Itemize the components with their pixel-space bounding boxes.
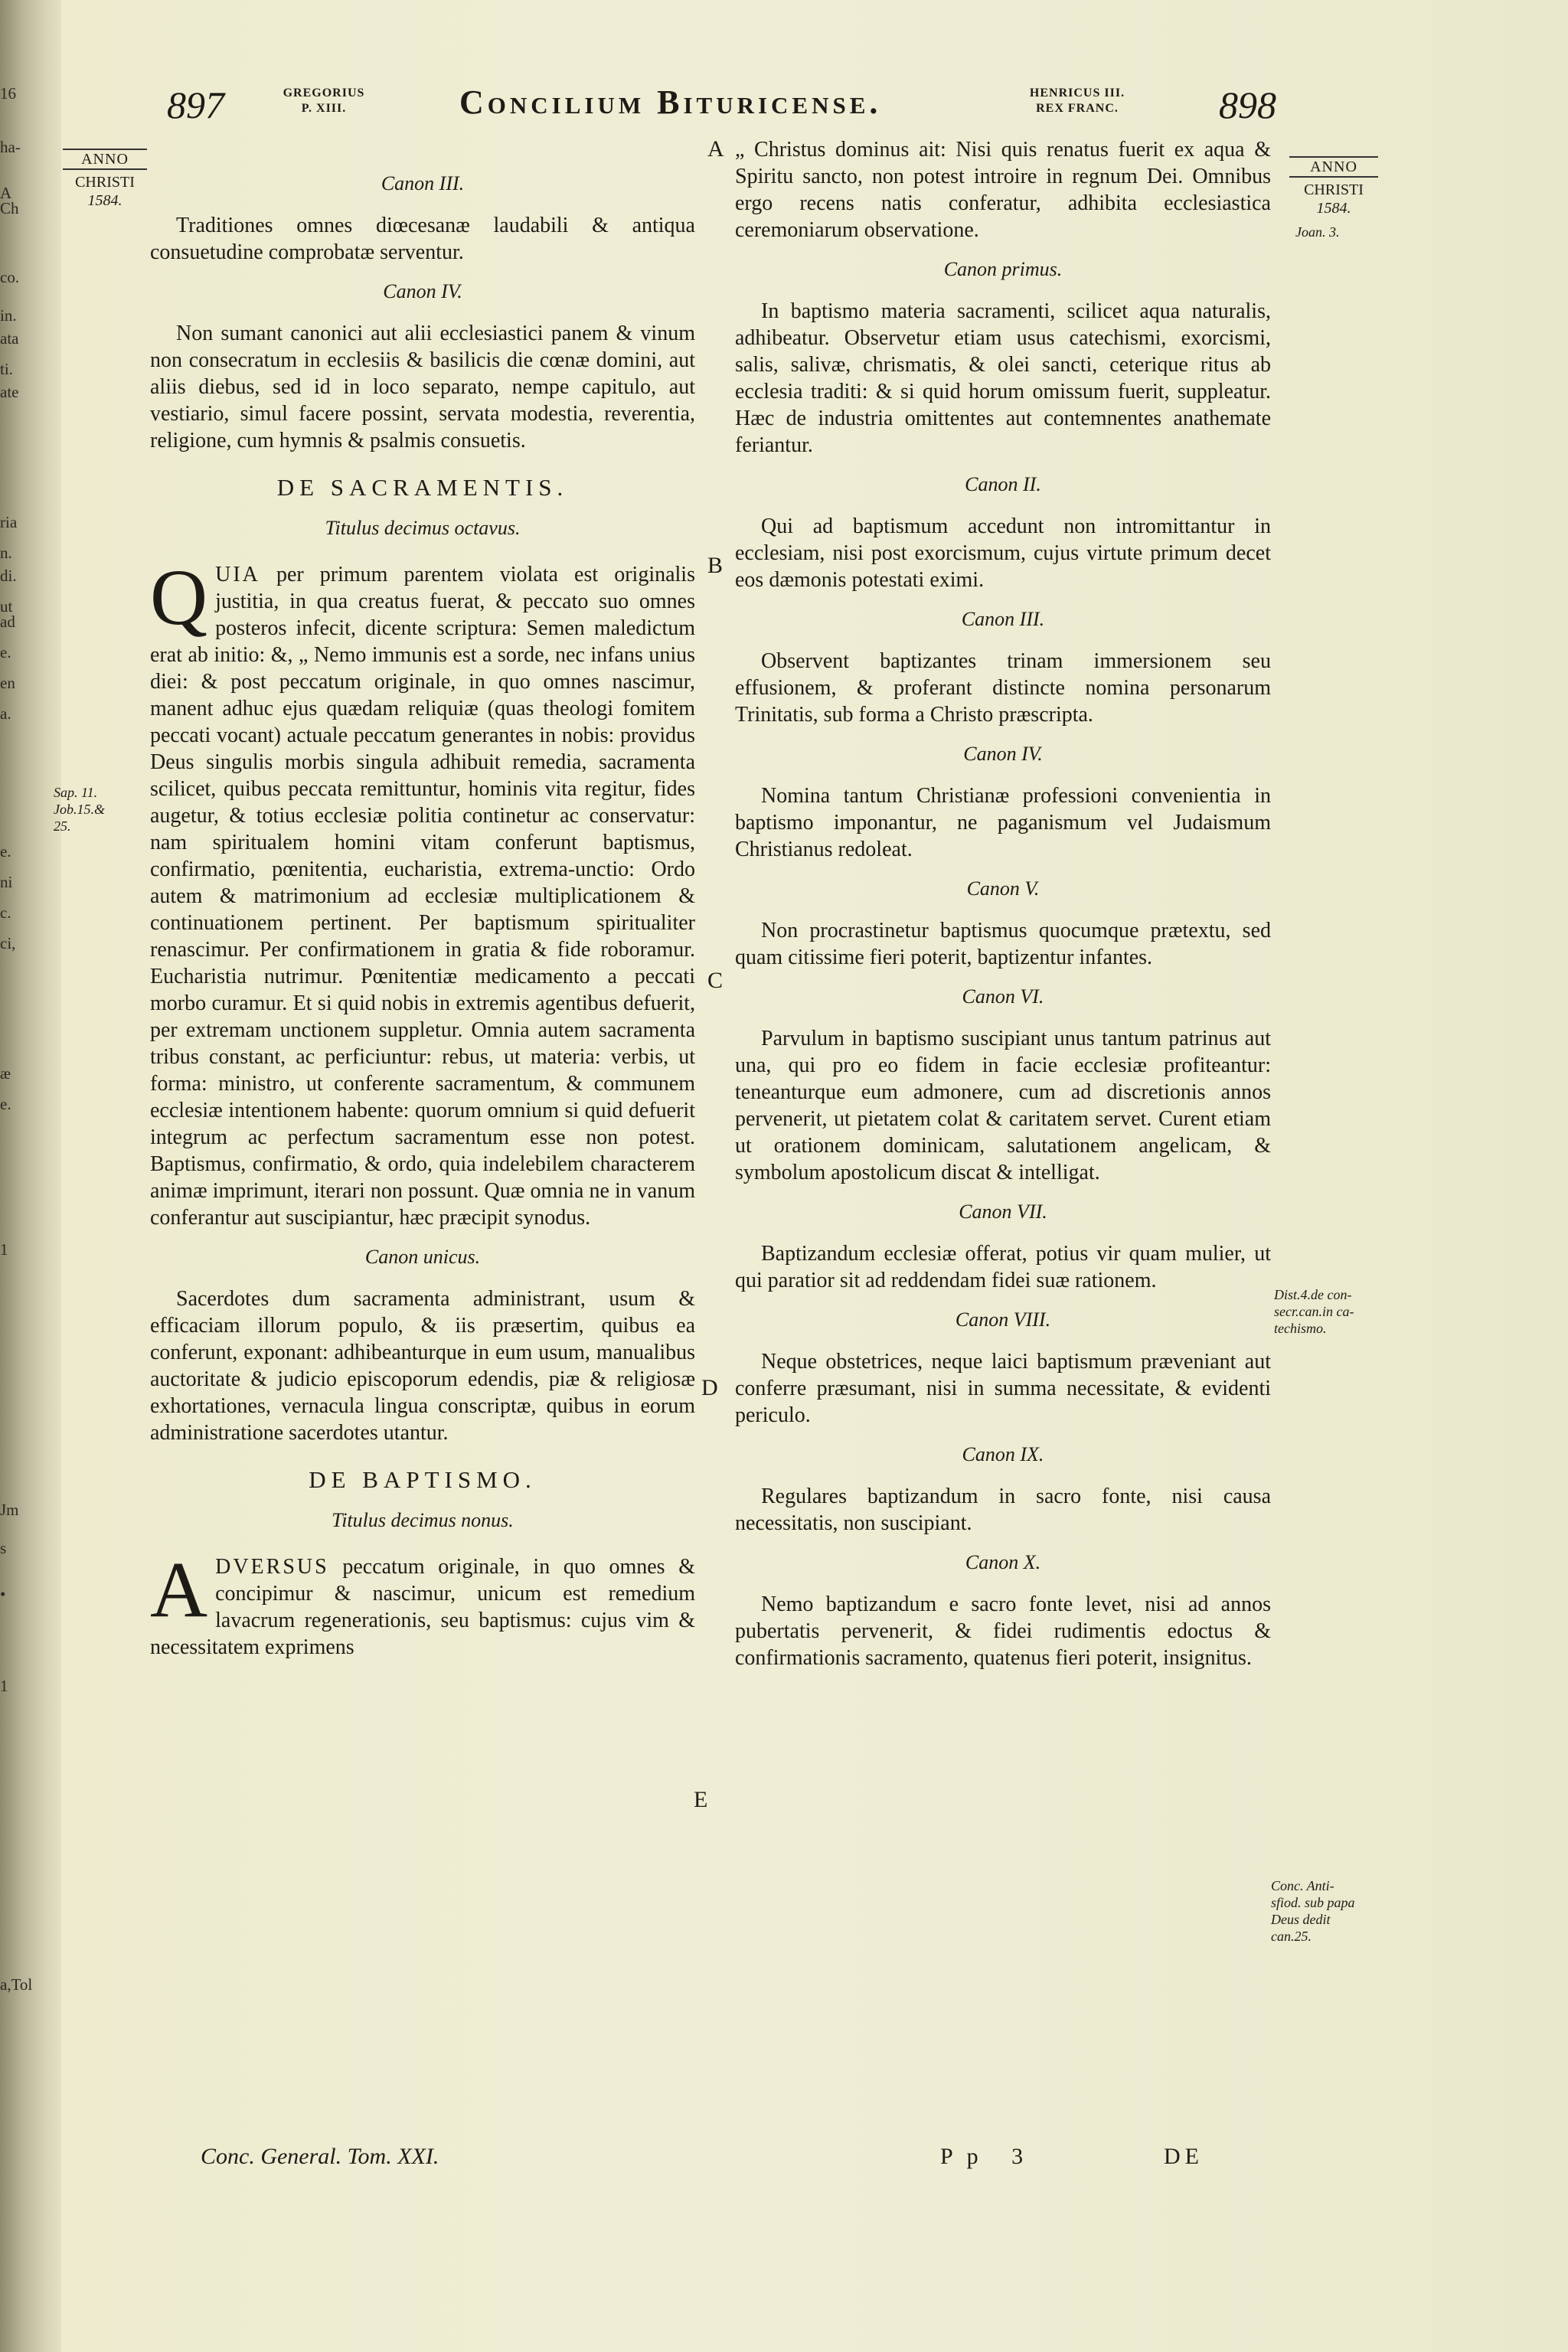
canon-heading: Canon III.	[381, 172, 465, 194]
drop-cap: Q	[150, 554, 208, 642]
edge-fragment: •	[0, 1585, 6, 1603]
canon-text: Regulares baptizandum in sacro fonte, nisi causa necessitatis, non suscipiant.	[735, 1485, 1271, 1535]
margin-note-line: Dist.4.de con-	[1274, 1287, 1352, 1302]
edge-fragment: ni	[0, 873, 13, 891]
binding-gutter	[0, 0, 61, 2352]
right-running-head	[1020, 86, 1135, 116]
edge-fragment: 16	[0, 84, 16, 103]
right-column	[735, 136, 1271, 1684]
canon-heading: Canon VI.	[962, 985, 1044, 1008]
edge-fragment: Ch	[0, 199, 19, 217]
drop-cap: A	[150, 1546, 208, 1634]
title-heading: Titulus decimus octavus.	[325, 517, 521, 539]
canon-text: Nemo baptizandum e sacro fonte levet, nisi ad annos pubertatis pervenerit, & fidei rudimentis edoctus & confirmationis sacramento, quatenus fieri poterit, insignitus.	[735, 1592, 1271, 1670]
anno-year: 1584.	[87, 192, 122, 209]
edge-fragment: ria	[0, 513, 18, 531]
margin-note-conc	[1271, 1877, 1378, 1945]
anno-label: ANNO	[1289, 156, 1378, 178]
canon-text: Traditiones omnes diœcesanæ laudabili & antiqua consuetudine comprobatæ serventur.	[150, 214, 695, 264]
canon-heading: Canon IV.	[963, 743, 1043, 765]
edge-fragment: æ	[0, 1064, 11, 1083]
edge-fragment: co.	[0, 268, 20, 286]
section-letter: D	[701, 1375, 718, 1400]
left-column	[150, 161, 695, 1673]
left-running-head	[282, 86, 366, 116]
running-head-line: GREGORIUS	[283, 87, 365, 100]
edge-fragment: ha-	[0, 138, 21, 156]
edge-fragment: A	[0, 184, 12, 202]
canon-heading: Canon primus.	[943, 258, 1063, 280]
anno-label: CHRISTI	[75, 174, 135, 191]
canon-text: Parvulum in baptismo suscipiant unus tantum patrinus aut una, qui pro eo fidem in facie ecclesiæ profiteantur: teneanturque eum admonere, cum ad discretionis annos pervenerit, ut pietatem colat & caritatem servet. Curent etiam ut orationem dominicam, salutationem angelicam, & symbolum apostolicum discat & intelligat.	[735, 1027, 1271, 1184]
section-letter: E	[694, 1787, 708, 1812]
anno-label: ANNO	[63, 149, 147, 170]
margin-note-line: Deus dedit	[1271, 1912, 1331, 1927]
margin-note-line: Conc. Anti-	[1271, 1878, 1334, 1893]
initial-caps: UIA	[215, 563, 260, 586]
edge-fragment: ti.	[0, 360, 13, 378]
left-page-number: 897	[167, 83, 224, 126]
canon-heading: Canon VII.	[959, 1200, 1047, 1223]
canon-heading: Canon VIII.	[955, 1308, 1051, 1331]
edge-fragment: s	[0, 1539, 7, 1557]
edge-fragment: c.	[0, 903, 11, 922]
canon-heading: Canon II.	[965, 473, 1041, 495]
edge-fragment: Jm	[0, 1501, 19, 1519]
section-heading: DE SACRAMENTIS.	[276, 474, 569, 501]
canon-heading: Canon V.	[966, 877, 1040, 900]
edge-fragment: en	[0, 674, 15, 692]
margin-note-line: 25.	[54, 818, 71, 834]
canon-text: In baptismo materia sacramenti, scilicet aqua naturalis, adhibeatur. Observetur etiam usus catechismi, exorcismi, salis, salivæ, chrismatis, & olei sancti, ceterique ritus ab ecclesia traditi: & si quid horum omissum fuerit, suppleatur. Hæc de industria omittentes aut contemnentes anathemate feriantur.	[735, 299, 1271, 457]
canon-heading: Canon III.	[961, 608, 1045, 630]
edge-fragment: in.	[0, 306, 17, 325]
anno-label: CHRISTI	[1304, 181, 1364, 198]
anno-christi-right	[1289, 156, 1378, 217]
paragraph-text: per primum parentem violata est originalis justitia, in qua creatus fuerat, & peccato suo omnes posteros infecit, dicente scriptura: Semen maledictum erat ab initio: &, „ Nemo immunis est a sorde, nec infans unius diei: & post peccatum originale, in quo omnes nascimur, manent adhuc ejus quædam reliquiæ (quas theologi fomitem peccati vocant) actuale peccatum generantes in nobis: providus Deus singulis morbis singula adhibuit remedia, sacramenta scilicet, quibus peccata remittuntur, hominis vita regitur, fides augetur, & totius ecclesiæ politia continetur ac conservatur: nam spiritualem homini vitam conferunt baptismus, confirmatio, pœnitentia, eucharistia, extrema-unctio: Ordo autem & matrimonium ad ecclesiæ multiplicationem & continuationem pertinent. Per baptismum spiritualiter renascimur. Per confirmationem in gratia & fide roboramur. Eucharistia nutrimur. Pœnitentiæ medicamento a peccati morbo curamur. Et si quid nobis in extremis agentibus defuerit, per extremam unctionem suppletur. Omnia autem sacramenta tribus constant, ac perficiuntur: rebus, ut materia: verbis, ut forma: ministro, ut conferente sacramentum, & communem ecclesiæ intentionem habente: quorum omnium si quid defuerit integrum ac perfectum sacramentum esse non potest. Baptismus, confirmatio, & ordo, quia indelebilem characterem animæ imprimunt, iterari non possunt. Quæ omnia ne in vanum conferantur aut suscipiantur, hæc præcipit synodus.	[150, 563, 695, 1230]
margin-note-line: sfiod. sub papa	[1271, 1895, 1355, 1910]
canon-text: Observent baptizantes trinam immersionem seu effusionem, & proferant distincte nomina personarum Trinitatis, sub forma a Christo præscripta.	[735, 649, 1271, 727]
paragraph-text: peccatum originale, in quo omnes & concipimur & nascimur, unicum est remedium lavacrum regenerationis, seu baptismus: cujus vim & necessitatem exprimens	[150, 1555, 695, 1659]
edge-fragment: 1	[0, 1240, 8, 1259]
margin-note-line: Sap. 11.	[54, 785, 98, 800]
edge-fragment: a.	[0, 704, 11, 723]
edge-fragment: di.	[0, 567, 17, 585]
canon-heading: Canon unicus.	[364, 1246, 481, 1268]
signature-mark: Pp 3	[940, 2144, 1037, 2169]
margin-note-line: techismo.	[1274, 1321, 1327, 1336]
section-letter: C	[707, 968, 724, 993]
edge-fragment: e.	[0, 643, 11, 662]
page-title: Concilium Bituricense.	[459, 83, 882, 121]
footer-volume: Conc. General. Tom. XXI.	[201, 2144, 439, 2169]
margin-note-joan: Joan. 3.	[1295, 224, 1340, 240]
canon-text: Nomina tantum Christianæ professioni convenientia in baptismo imponantur, ne paganismum vel Judaismum Christianus redoleat.	[735, 784, 1271, 861]
edge-fragment: e.	[0, 1095, 11, 1113]
canon-heading: Canon IX.	[962, 1443, 1044, 1465]
anno-year: 1584.	[1316, 200, 1351, 217]
section-heading: DE BAPTISMO.	[309, 1466, 537, 1493]
running-head-line: P. XIII.	[301, 102, 347, 115]
right-page-number: 898	[1219, 83, 1276, 126]
edge-fragment: e.	[0, 842, 11, 861]
edge-fragment: ad	[0, 612, 15, 631]
introduction-paragraph	[150, 554, 695, 1231]
running-head-line: HENRICUS III.	[1029, 87, 1125, 100]
canon-text: Sacerdotes dum sacramenta administrant, usum & efficaciam illorum populo, & iis præsertim, quibus ea conferunt, exponant: adhibeanturque in eum usum, manualibus auctoritate & judicio episcoporum edendis, piæ & religiosæ exhortationes, vernacula lingua conscriptæ, quibus in eorum administratione sacerdotes utantur.	[150, 1287, 695, 1445]
canon-text: Baptizandum ecclesiæ offerat, potius vir quam mulier, ut qui paratior sit ad reddendam fidei suæ rationem.	[735, 1242, 1271, 1292]
running-head-line: REX FRANC.	[1036, 102, 1119, 115]
margin-note-scripture	[54, 784, 138, 835]
title-heading: Titulus decimus nonus.	[332, 1509, 514, 1531]
edge-fragment: ata	[0, 329, 19, 348]
margin-note-line: can.25.	[1271, 1929, 1312, 1944]
canon-text: Non sumant canonici aut alii ecclesiastici panem & vinum non consecratum in ecclesiis & basilicis die cœnæ domini, aut aliis diebus, sed id in loco separato, nempe capitulo, aut vestiario, simul facere possint, servata modestia, reverentia, religione, cum hymnis & psalmis consuetis.	[150, 322, 695, 452]
canon-heading: Canon IV.	[383, 280, 462, 302]
edge-fragment: a,Tol	[0, 1975, 33, 1994]
baptism-paragraph	[150, 1546, 695, 1661]
canon-heading: Canon X.	[965, 1551, 1041, 1573]
margin-note-line: secr.can.in ca-	[1274, 1304, 1354, 1319]
edge-fragment: ate	[0, 383, 19, 401]
edge-fragment: ci,	[0, 934, 16, 952]
margin-note-line: Job.15.&	[54, 802, 105, 817]
canon-text: Neque obstetrices, neque laici baptismum præveniant aut conferre præsumant, nisi in summa necessitate, & evidenti periculo.	[735, 1350, 1271, 1427]
initial-caps: DVERSUS	[215, 1555, 329, 1579]
section-letter: A	[707, 136, 724, 162]
section-letter: B	[707, 553, 724, 578]
edge-fragment: ut	[0, 597, 13, 616]
canon-text: Qui ad baptismum accedunt non intromittantur in ecclesiam, nisi post exorcismum, cujus virtute primum decet eos dæmonis potestati eximi.	[735, 514, 1271, 592]
edge-fragment: n.	[0, 544, 12, 562]
catchword: DE	[1164, 2144, 1204, 2169]
margin-note-dist	[1274, 1286, 1381, 1337]
quote-paragraph: „ Christus dominus ait: Nisi quis renatus fuerit ex aqua & Spiritu sancto, non potest introire in regnum Dei. Omnibus ergo recens natis conferatur, adhibita ecclesiastica ceremoniarum observatione.	[735, 138, 1271, 242]
edge-fragment: 1	[0, 1677, 8, 1695]
anno-christi-left	[63, 149, 147, 210]
canon-text: Non procrastinetur baptismus quocumque prætextu, sed quam citissime fieri poterit, baptizentur infantes.	[735, 919, 1271, 969]
